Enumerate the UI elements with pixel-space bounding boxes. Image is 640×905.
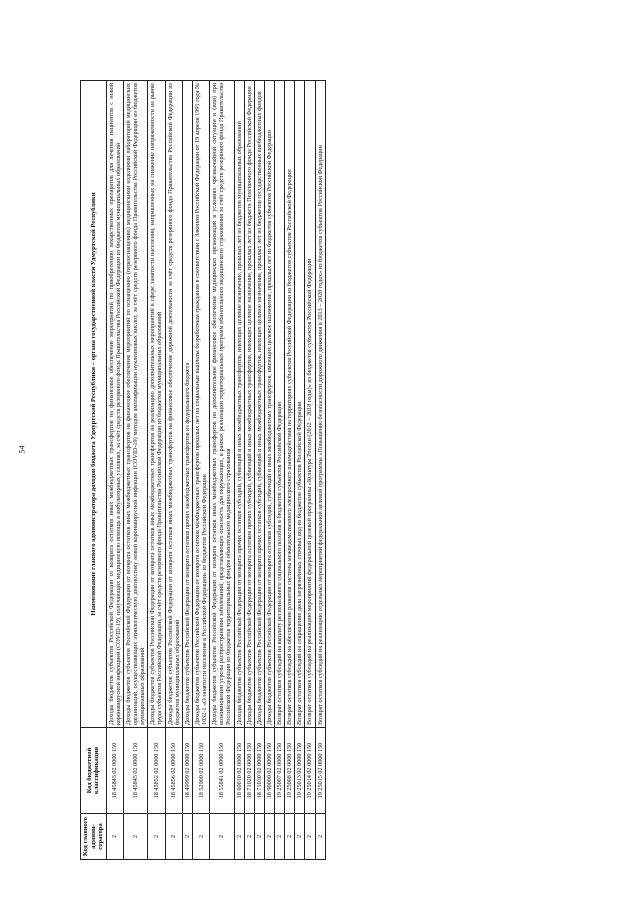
- cell-budget-code: 18 71020 02 0000 150: [244, 728, 254, 814]
- cell-admin-code: 2: [210, 814, 234, 860]
- cell-admin-code: 2: [234, 814, 244, 860]
- cell-budget-code: 19 25015 02 0000 150: [315, 728, 325, 814]
- cell-description: Возврат остатков субсидий на обеспечение развития системы межведомственного электронного взаимодействия на территориях субъектов Российской Федерации из бюджетов субъектов Российской Федерации: [285, 81, 295, 728]
- table-row: [285, 81, 295, 860]
- cell-budget-code: 18 45856 02 0000 150: [165, 728, 182, 814]
- cell-description: Доходы бюджетов субъектов Российской Федерации от возврата остатков межбюджетных трансфертов прошлых лет на социальные выплаты безработным гражданам в соответствии с Законом Российской Федерации от 19 апреля 1991 года № 1032-1 «О занятости населения в Российской Федерации» из бюджетов Российской Федерации: [192, 81, 209, 728]
- table-row: [182, 81, 192, 860]
- cell-budget-code: 19 25007 02 0000 150: [275, 728, 285, 814]
- cell-description: Возврат остатков субсидий на реализацию мероприятий федеральной целевой программы «Культура России (2012 – 2018 годы)» из бюджетов субъектов Российской Федерации: [305, 81, 315, 728]
- table-row: [148, 81, 165, 860]
- table-row: [275, 81, 285, 860]
- cell-description: Доходы бюджетов субъектов Российской Федерации от возврата прочих остатков субсидий, субвенций и иных межбюджетных трансфертов, имеющих целевое назначение, прошлых лет из бюджетов муниципальных образований: [234, 81, 244, 728]
- page-number: 54: [17, 445, 27, 454]
- cell-budget-code: 18 90000 02 0000 150: [264, 728, 274, 814]
- table-row: [295, 81, 305, 860]
- table-row: [192, 81, 209, 860]
- cell-admin-code: 2: [264, 814, 274, 860]
- cell-description: Доходы бюджетов субъектов Российской Федерации от возврата остатков иных межбюджетных трансфертов на финансовое обеспечение дорожной деятельности за счёт средств резервного фонда Правительства Российской Федерации из бюджетов муниципальных образований: [165, 81, 182, 728]
- table-row: [244, 81, 254, 860]
- table-row: [264, 81, 274, 860]
- cell-budget-code: 19 25014 02 0000 150: [305, 728, 315, 814]
- cell-description: Доходы бюджетов субъектов Российской Федерации от возврата остатков иных межбюджетных трансфертов на финансовое обеспечение мероприятий по приобретению лекарственных препаратов для лечения пациентов с новой коронавирусной инфекцией (COVID-19), получающих медицинскую помощь в амбулаторных условиях, за счёт средств резервного фонда Правительства Российской Федерации из бюджетов муниципальных образований: [106, 81, 123, 728]
- header-admin-code: Код главного админи-стратора: [81, 814, 107, 860]
- cell-budget-code: 18 55841 02 0000 150: [210, 728, 234, 814]
- cell-admin-code: 2: [106, 814, 123, 860]
- cell-budget-code: 18 71030 02 0000 150: [254, 728, 264, 814]
- cell-budget-code: 18 52900 02 0000 150: [192, 728, 209, 814]
- cell-admin-code: 2: [192, 814, 209, 860]
- cell-description: Доходы бюджетов субъектов Российской Федерации от возврата остатков иных межбюджетных трансфертов на финансовое обеспечение мероприятий по оснащению (переоснащению) медицинскими изделиями лабораторий медицинских организаций, осуществляющих этиологическую диагностику новой коронавирусной инфекции (COVID-19) методом амплификации нуклеиновых кислот, за счёт средств резервного фонда Правительства Российской Федерации из бюджетов муниципальных образований: [123, 81, 147, 728]
- cell-budget-code: 18 49999 02 0000 150: [182, 728, 192, 814]
- table-row: [106, 81, 123, 860]
- cell-admin-code: 2: [275, 814, 285, 860]
- table-row: [254, 81, 264, 860]
- cell-admin-code: 2: [254, 814, 264, 860]
- cell-budget-code: 18 60010 02 0000 150: [234, 728, 244, 814]
- cell-admin-code: 2: [315, 814, 325, 860]
- cell-description: Возврат остатков субсидий на выплату регионального социального пособия в бюджетов субъектов Российской Федерации: [275, 81, 285, 728]
- table-row: [165, 81, 182, 860]
- cell-admin-code: 2: [148, 814, 165, 860]
- cell-description: Доходы бюджетов субъектов Российской Федерации от возврата остатков субсидий, субвенций и иных межбюджетных трансфертов, имеющих целевое назначение, прошлых лет из бюджетов субъектов Российской Федерации: [264, 81, 274, 728]
- cell-admin-code: 2: [295, 814, 305, 860]
- table-row: [210, 81, 234, 860]
- table-row: [123, 81, 147, 860]
- cell-budget-code: 18 45852 02 0000 150: [148, 728, 165, 814]
- cell-admin-code: 2: [165, 814, 182, 860]
- cell-budget-code: 19 25008 02 0000 150: [285, 728, 295, 814]
- table-row: [305, 81, 315, 860]
- cell-description: Доходы бюджетов субъектов Российской Федерации от возврата остатков прочих субсидий, субвенций и иных межбюджетных трансфертов, имеющих целевое назначение, прошлых лет из бюджета Пенсионного фонда Российской Федерации: [244, 81, 254, 728]
- document-sheet: [80, 80, 600, 860]
- cell-description: Доходы бюджетов субъектов Российской Федерации от возврата прочих остатков субсидий, субвенций и иных межбюджетных трансфертов, имеющих целевое назначение, прошлых лет из бюджетов государственных внебюджетных фондов: [254, 81, 264, 728]
- cell-description: Доходы бюджетов субъектов Российской Федерации от возврата остатков иных межбюджетных трансфертов на дополнительное финансовое обеспечение медицинских организаций в условиях чрезвычайной ситуации и (или) при возникновении угрозы распространения заболеваний, представляющих опасность для окружающих, в рамках реализации территориальных программ обязательного медицинского страхования за счёт средств резервного фонда Правительства Российской Федерации из бюджетов территориальных фондов обязательного медицинского страхования: [210, 81, 234, 728]
- cell-description: Доходы бюджетов субъектов Российской Федерации от возврата остатков прочих межбюджетных трансфертов из федерального бюджета: [182, 81, 192, 728]
- cell-budget-code: 19 25013 02 0000 150: [295, 728, 305, 814]
- cell-description: Доходы бюджетов субъектов Российской Федерации от возврата остатков иных межбюджетных трансфертов на реализацию дополнительных мероприятий в сфере занятости населения, направленных на снижение напряженности на рынке труда субъектов Российской Федерации, за счёт средств резервного фонда Правительства Российской Федерации из бюджетов муниципальных образований: [148, 81, 165, 728]
- cell-description: Возврат остатков субсидий на сокращение доли загрязнённых сточных вод из бюджетов субъектов Российской Федерации: [295, 81, 305, 728]
- cell-budget-code: 18 45843 02 0000 150: [106, 728, 123, 814]
- table-row: [315, 81, 325, 860]
- cell-description: Возврат остатков субсидий на реализацию отдельных мероприятий федеральной целевой программы «Повышение безопасности дорожного движения в 2013 – 2020 годах» из бюджетов субъектов Российской Федерации: [315, 81, 325, 728]
- cell-admin-code: 2: [285, 814, 295, 860]
- cell-admin-code: 2: [305, 814, 315, 860]
- cell-admin-code: 2: [182, 814, 192, 860]
- revenue-admin-table: [80, 80, 326, 860]
- cell-admin-code: 2: [123, 814, 147, 860]
- cell-admin-code: 2: [244, 814, 254, 860]
- cell-budget-code: 18 45845 02 0000 150: [123, 728, 147, 814]
- header-budget-code: Код бюджетной классификации: [81, 728, 107, 814]
- table-row: [234, 81, 244, 860]
- table-header-row: [81, 81, 107, 860]
- header-admin-name: Наименование главного администратора доходов бюджета Удмуртской Республики – органа государственной власти Удмуртской Республики: [81, 81, 107, 728]
